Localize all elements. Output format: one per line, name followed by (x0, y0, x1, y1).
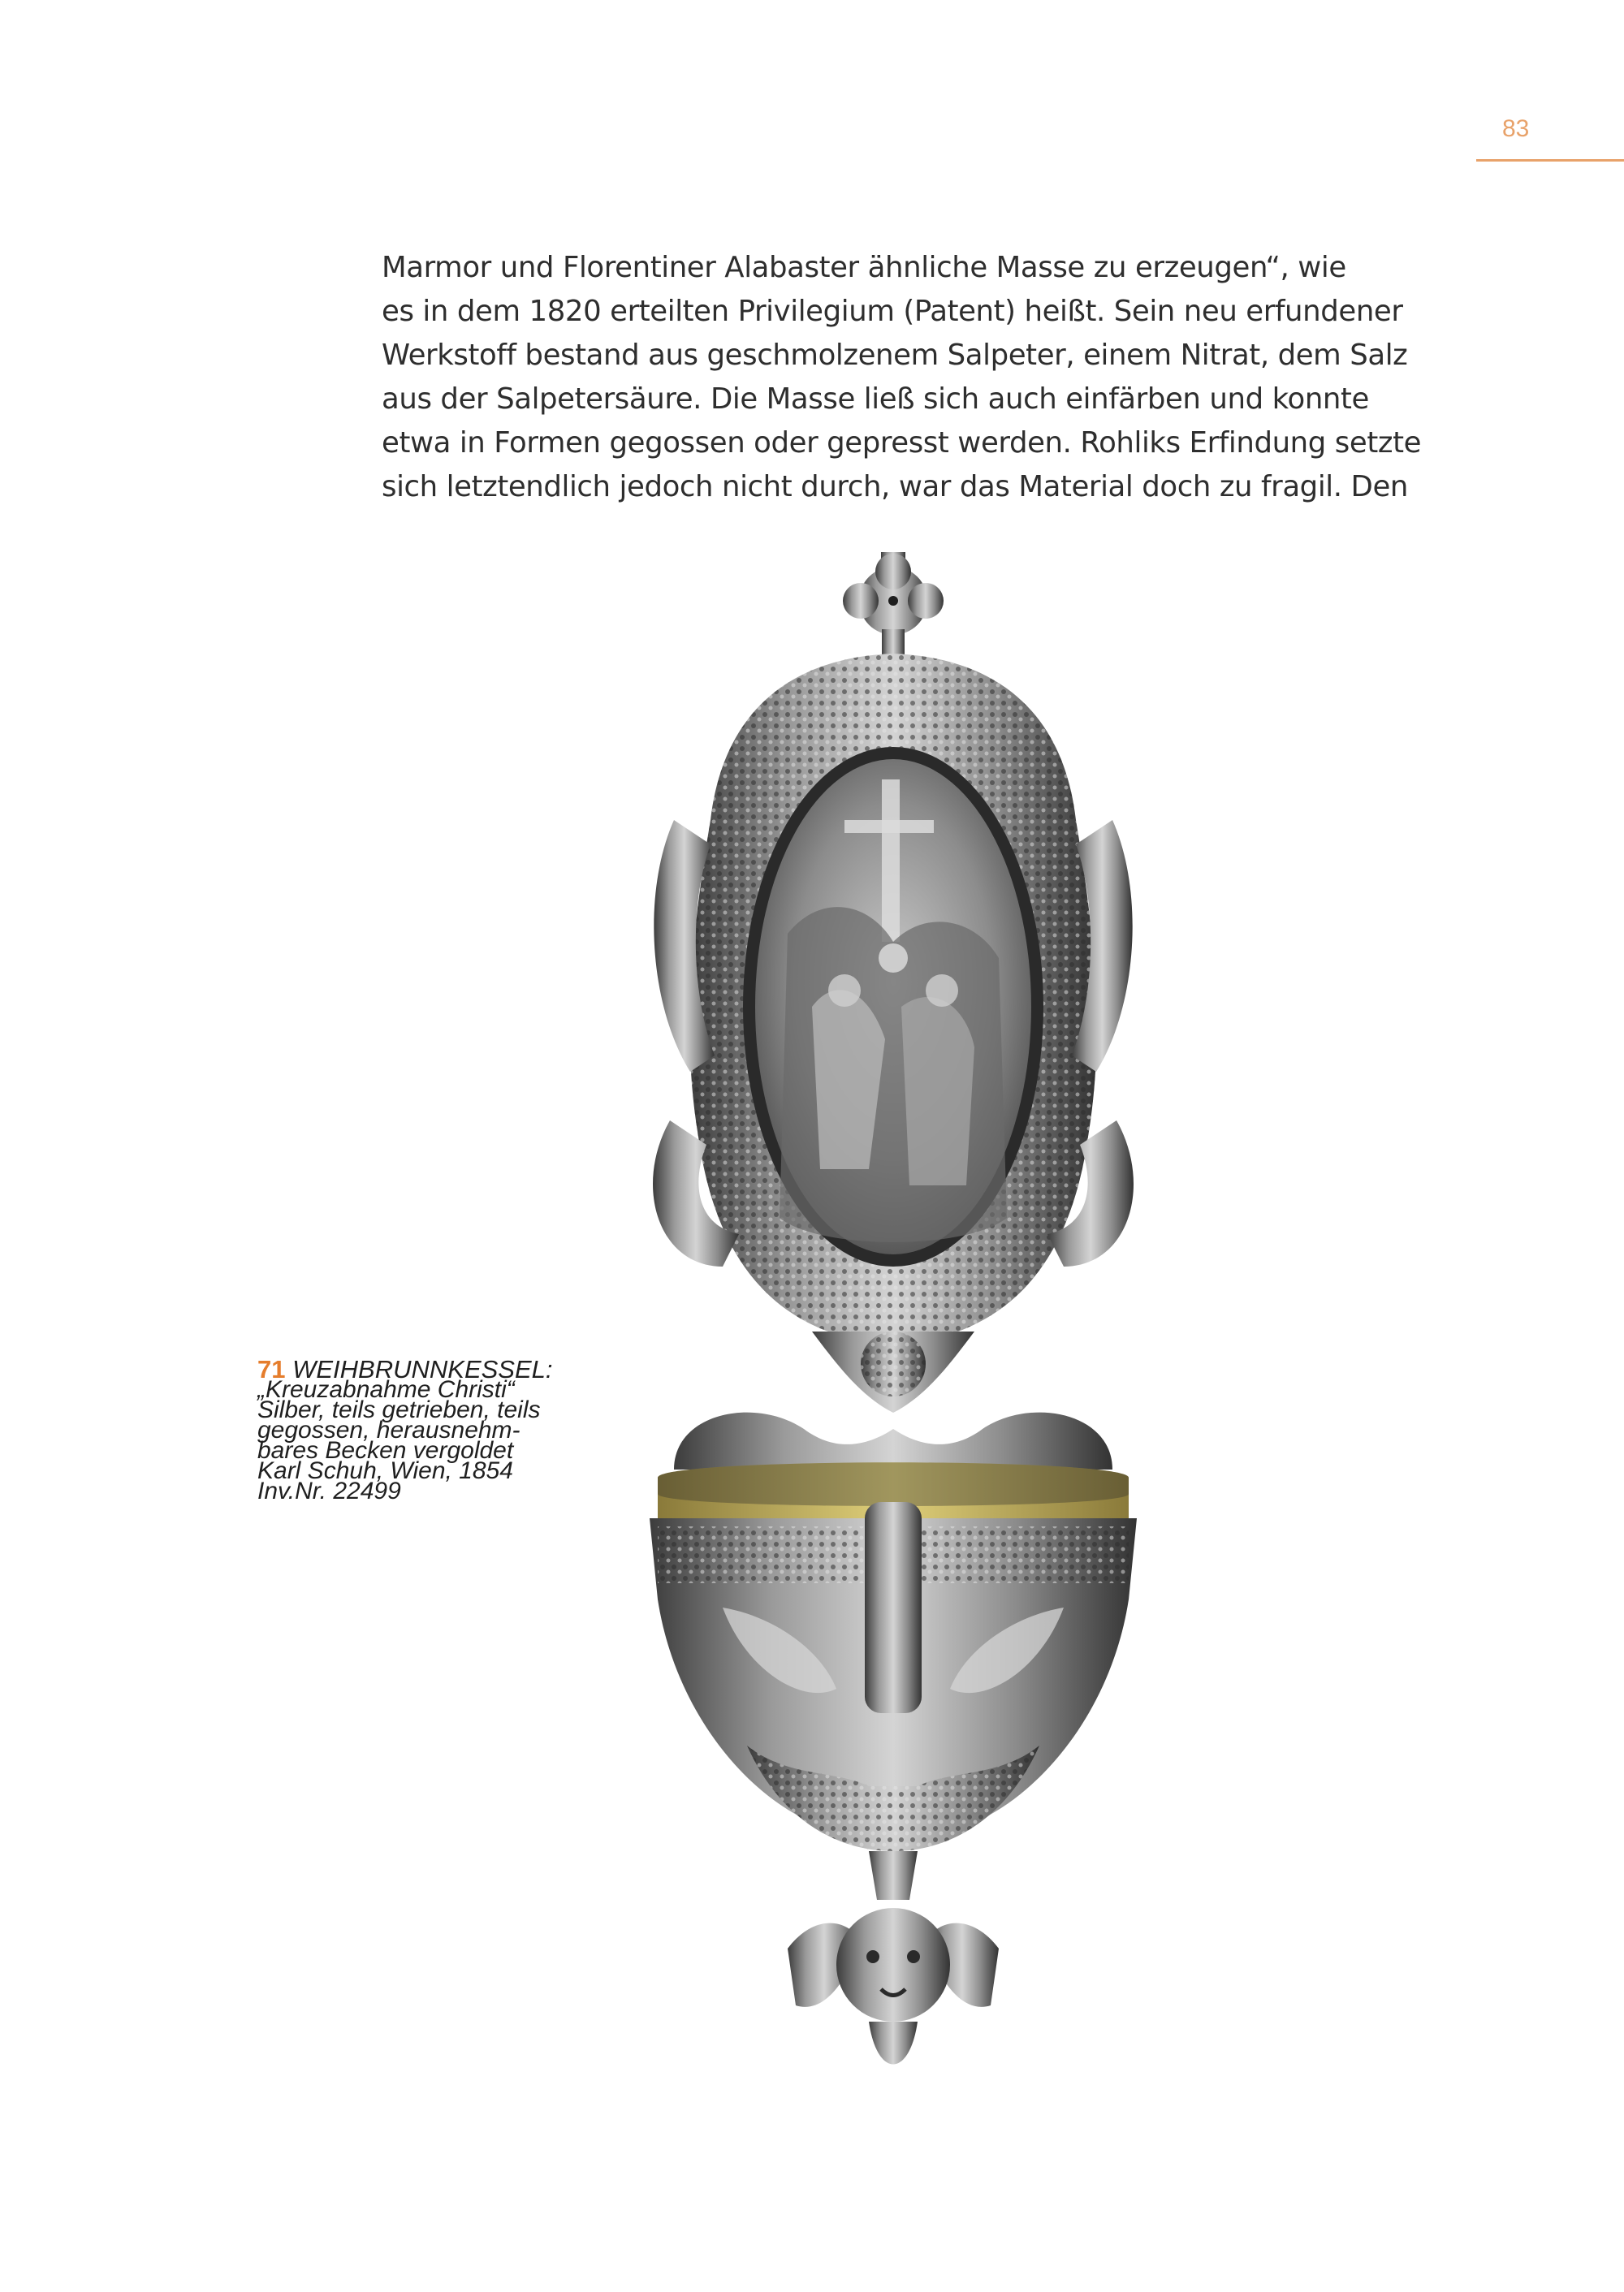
caption-line: „Kreuzabnahme Christi“ (257, 1376, 515, 1403)
body-text-line: es in dem 1820 erteilten Privilegium (Patent) heißt. Sein neu erfundener (382, 295, 1403, 328)
cross-finial (843, 552, 944, 670)
body-text-line: etwa in Formen gegossen oder gepresst werden. Rohliks Erfindung setzte (382, 426, 1422, 460)
central-flower-ornament (674, 1332, 1112, 1470)
body-text-line: Werkstoff bestand aus geschmolzenem Salpeter, einem Nitrat, dem Salz (382, 339, 1408, 372)
body-text (382, 246, 1486, 509)
caption-number: 71 (257, 1355, 286, 1383)
page-number-rule (1476, 159, 1624, 162)
figure-caption (257, 1355, 582, 1504)
cherub-head-finial (788, 1851, 999, 2065)
body-text-line: Marmor und Florentiner Alabaster ähnliche Masse zu erzeugen“, wie (382, 251, 1346, 284)
caption-title: WEIHBRUNNKESSEL: (292, 1355, 553, 1383)
descent-from-cross-relief (743, 747, 1043, 1267)
holy-water-font-image (625, 552, 1161, 2111)
holy-water-font-illustration (625, 552, 1161, 2111)
body-text-line: sich letztendlich jedoch nicht durch, war das Material doch zu fragil. Den (382, 470, 1408, 503)
caption-line: Karl Schuh, Wien, 1854 (257, 1457, 513, 1484)
caption-line: Silber, teils getrieben, teils (257, 1396, 541, 1423)
caption-line: Inv.Nr. 22499 (257, 1478, 401, 1504)
page-number: 83 (1502, 115, 1530, 142)
caption-line: gegossen, herausnehm- (257, 1417, 520, 1444)
basin-body (650, 1502, 1137, 1851)
body-text-line: aus der Salpetersäure. Die Masse ließ sich auch einfärben und konnte (382, 382, 1369, 416)
caption-line: bares Becken vergoldet (257, 1437, 514, 1464)
